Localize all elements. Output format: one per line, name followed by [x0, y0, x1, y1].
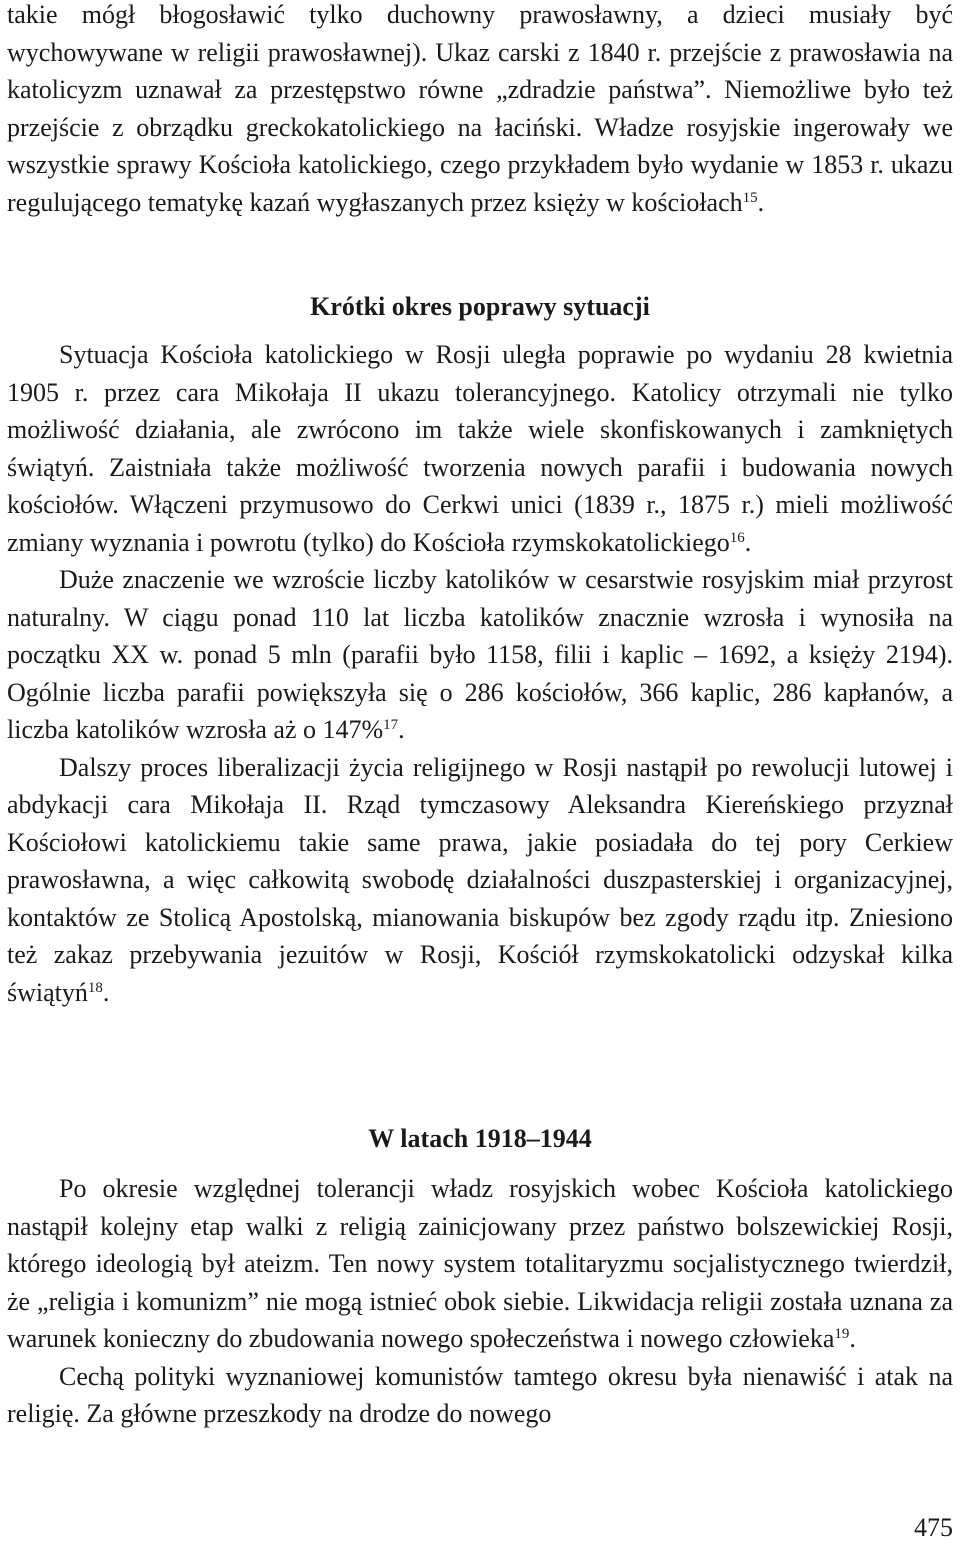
punctuation: . [398, 715, 405, 744]
intro-text: takie mógł błogosławić tylko duchowny prawosławny, a dzieci musiały być wychowywane w religii prawosławnej). Ukaz carski z 1840 r. przejście z prawosławia na katolicyzm uznawał za przestępstwo równe „zdradzie państwa”. Niemożliwe było też przejście z obrządku greckokatolickiego na łaciński. Władze rosyjskie ingerowały we wszystkie sprawy Kościoła katolickiego, czego przykładem było wydanie w 1853 r. ukazu regulującego tematykę kazań wygłaszanych przez księży w kościołach [7, 0, 953, 217]
paragraph [7, 749, 953, 1012]
paragraph [7, 561, 953, 749]
footnote-ref: 19 [834, 1326, 850, 1342]
intro-paragraph [7, 0, 953, 221]
punctuation: . [744, 527, 752, 557]
section-1-heading-block [7, 288, 953, 326]
intro-block [7, 0, 953, 221]
page-number: 475 [914, 1513, 953, 1542]
paragraph-text: Po okresie względnej tolerancji władz rosyjskich wobec Kościoła katolickiego nastąpił kolejny etap walki z religią zainicjowany przez państwo bolszewickiej Rosji, którego ideologią był ateizm. Ten nowy system totalitaryzmu socjalistycznego twierdził, że „religia i komunizm” nie mogą istnieć obok siebie. Likwidacja religii została uznana za warunek konieczny do zbudowania nowego społeczeństwa i nowego człowieka [7, 1174, 953, 1353]
footnote-ref: 17 [383, 717, 399, 733]
punctuation: . [102, 977, 110, 1007]
section-2-heading-block [7, 1120, 953, 1158]
paragraph [7, 336, 953, 561]
footnote-ref: 15 [742, 189, 758, 206]
paragraph-text: Sytuacja Kościoła katolickiego w Rosji uległa poprawie po wydaniu 28 kwietnia 1905 r. przez cara Mikołaja II ukazu tolerancyjnego. Katolicy otrzymali nie tylko możliwość działania, ale zwrócono im także wiele skonfiskowanych i zamkniętych świątyń. Zaistniała także możliwość tworzenia nowych parafii i budowania nowych kościołów. Włączeni przymusowo do Cerkwi unici (1839 r., 1875 r.) mieli możliwość zmiany wyznania i powrotu (tylko) do Kościoła rzymskokatolickiego [7, 340, 953, 557]
footnote-ref: 16 [729, 529, 745, 546]
section-heading: Krótki okres poprawy sytuacji [310, 292, 650, 321]
punctuation: . [849, 1324, 856, 1353]
paragraph [7, 1358, 953, 1433]
punctuation: . [757, 187, 765, 217]
section-heading: W latach 1918–1944 [368, 1124, 592, 1153]
paragraph [7, 1170, 953, 1358]
section-1-body [7, 336, 953, 1011]
paragraph-text: Duże znaczenie we wzroście liczby katolików w cesarstwie rosyjskim miał przyrost naturalny. W ciągu ponad 110 lat liczba katolików znacznie wzrosła i wynosiła na początku XX w. ponad 5 mln (parafii było 1158, filii i kaplic – 1692, a księży 2194). Ogólnie liczba parafii powiększyła się o 286 kościołów, 366 kaplic, 286 kapłanów, a liczba katolików wzrosła aż o 147% [7, 565, 953, 744]
section-2-body [7, 1170, 953, 1433]
paragraph-text: Dalszy proces liberalizacji życia religijnego w Rosji nastąpił po rewolucji lutowej i abdykacji cara Mikołaja II. Rząd tymczasowy Aleksandra Kiereńskiego przyznał Kościołowi katolickiemu takie same prawa, jakie posiadała do tej pory Cerkiew prawosławna, a więc całkowitą swobodę działalności duszpasterskiej i organizacyjnej, kontaktów ze Stolicą Apostolską, mianowania biskupów bez zgody rządu itp. Zniesiono też zakaz przebywania jezuitów w Rosji, Kościół rzymskokatolicki odzyskał kilka świątyń [7, 752, 953, 1007]
footnote-ref: 18 [87, 979, 103, 996]
paragraph-text: Cechą polityki wyznaniowej komunistów tamtego okresu była nienawiść i atak na religię. Za główne przeszkody na drodze do nowego [7, 1361, 953, 1428]
